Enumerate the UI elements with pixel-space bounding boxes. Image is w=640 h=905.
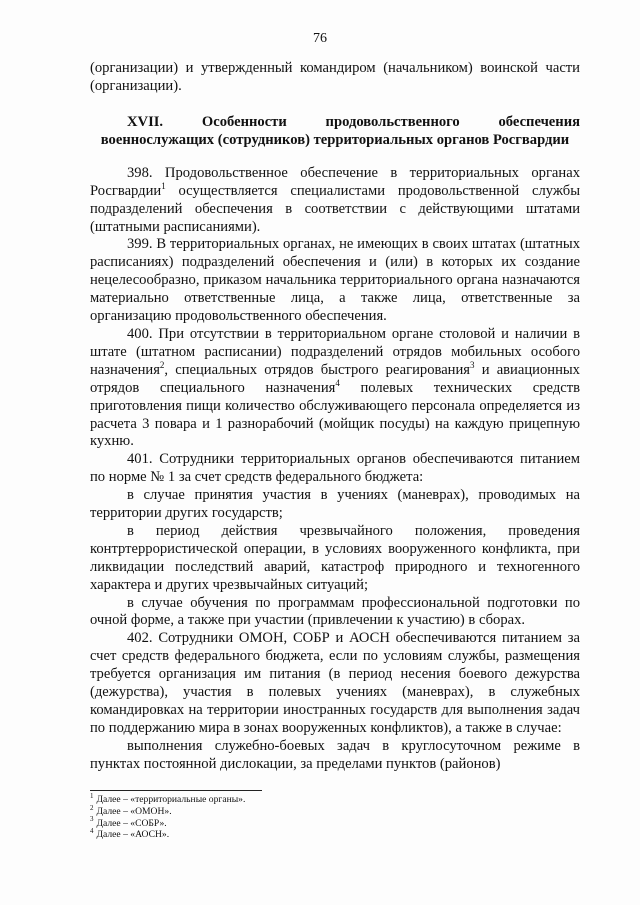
footnote-4 [90,829,390,841]
paragraph-398 [90,165,580,237]
section-heading [90,113,580,149]
paragraph-401-item-1: в случае принятия участия в учениях (маневрах), проводимых на территории других государств; [90,487,580,522]
paragraph-400-text-a: 400. При отсутствии в территориальном органе столовой и наличии в штате (штатном расписании) подразделений отрядов мобильных особого назначения [90,325,580,378]
footnote-3 [90,815,390,830]
paragraph-398-text-a: 398. Продовольственное обеспечение в территориальных органах Росгвардии [90,164,580,199]
footnote-divider [90,790,262,791]
footnote-1 [90,791,390,806]
footnote-4-number: 4 [90,827,94,836]
footnotes [90,791,390,841]
footnote-2-text: Далее – «ОМОН». [96,805,172,817]
paragraph-400 [90,326,580,451]
footnote-ref-2: 2 [159,359,165,370]
footnote-3-text: Далее – «СОБР». [96,817,167,829]
paragraph-400-text-c: и авиационных отрядов специального назначения [90,361,580,396]
footnote-ref-4: 4 [335,377,340,388]
intro-paragraph: (организации) и утвержденный командиром (начальником) воинской части (организации). [90,60,580,94]
paragraph-398-text-b: осуществляется специалистами продовольственной службы подразделений обеспечения в соответствии с действующими штатами (штатными расписаниями). [90,182,580,235]
page-number: 76 [313,31,327,46]
footnote-ref-1: 1 [161,180,166,191]
paragraph-401: 401. Сотрудники территориальных органов обеспечиваются питанием по норме № 1 за счет средств федерального бюджета: [90,451,580,486]
footnote-3-number: 3 [90,815,94,824]
paragraph-400-text-d: полевых технических средств приготовления пищи количество обслуживающего персонала определяется из расчета 3 повара и 1 разнорабочий (мойщик посуды) на каждую прицепную кухню. [90,379,580,450]
footnote-1-text: Далее – «территориальные органы». [96,794,246,805]
footnote-2 [90,803,390,818]
paragraph-402-item-1: выполнения служебно-боевых задач в круглосуточном режиме в пунктах постоянной дислокации, за пределами пунктов (районов) [90,737,580,772]
paragraph-401-item-2: в период действия чрезвычайного положения, проведения контртеррористической операции, в условиях вооруженного конфликта, при ликвидации последствий аварий, катастроф природного и техногенного характера и других чрезвычайных ситуаций; [90,522,580,593]
section-heading-line-1: XVII. Особенности продовольственного обеспечения [127,113,580,130]
footnote-1-number: 1 [90,791,94,800]
footnote-2-number: 2 [90,803,94,812]
footnote-ref-3: 3 [470,359,475,370]
paragraph-402: 402. Сотрудники ОМОН, СОБР и АОСН обеспечиваются питанием за счет средств федерального бюджета, если по условиям службы, размещения требуется организация им питания (в период несения боевого дежурства (дежурства), участия в полевых учениях (маневрах), в служебных командировках на территории иностранных государств для выполнения задач по поддержанию мира в зонах вооруженных конфликтов), а также в случае: [90,630,580,736]
footnote-4-text: Далее – «АОСН». [96,829,170,841]
paragraph-401-item-3: в случае обучения по программам профессиональной подготовки по очной форме, а также при участии (привлечении к участию) в сборах. [90,594,580,629]
document-body [90,60,580,774]
paragraph-399: 399. В территориальных органах, не имеющих в своих штатах (штатных расписаниях) подразделений обеспечения и (или) в которых их создание нецелесообразно, приказом начальника территориального органа назначаются материально ответственные лица, а также лица, ответственные за организацию продовольственного обеспечения. [90,236,580,325]
section-heading-line-2: военнослужащих (сотрудников) территориальных органов Росгвардии [100,131,570,148]
paragraph-400-text-b: , специальных отрядов быстрого реагирования [164,361,471,378]
